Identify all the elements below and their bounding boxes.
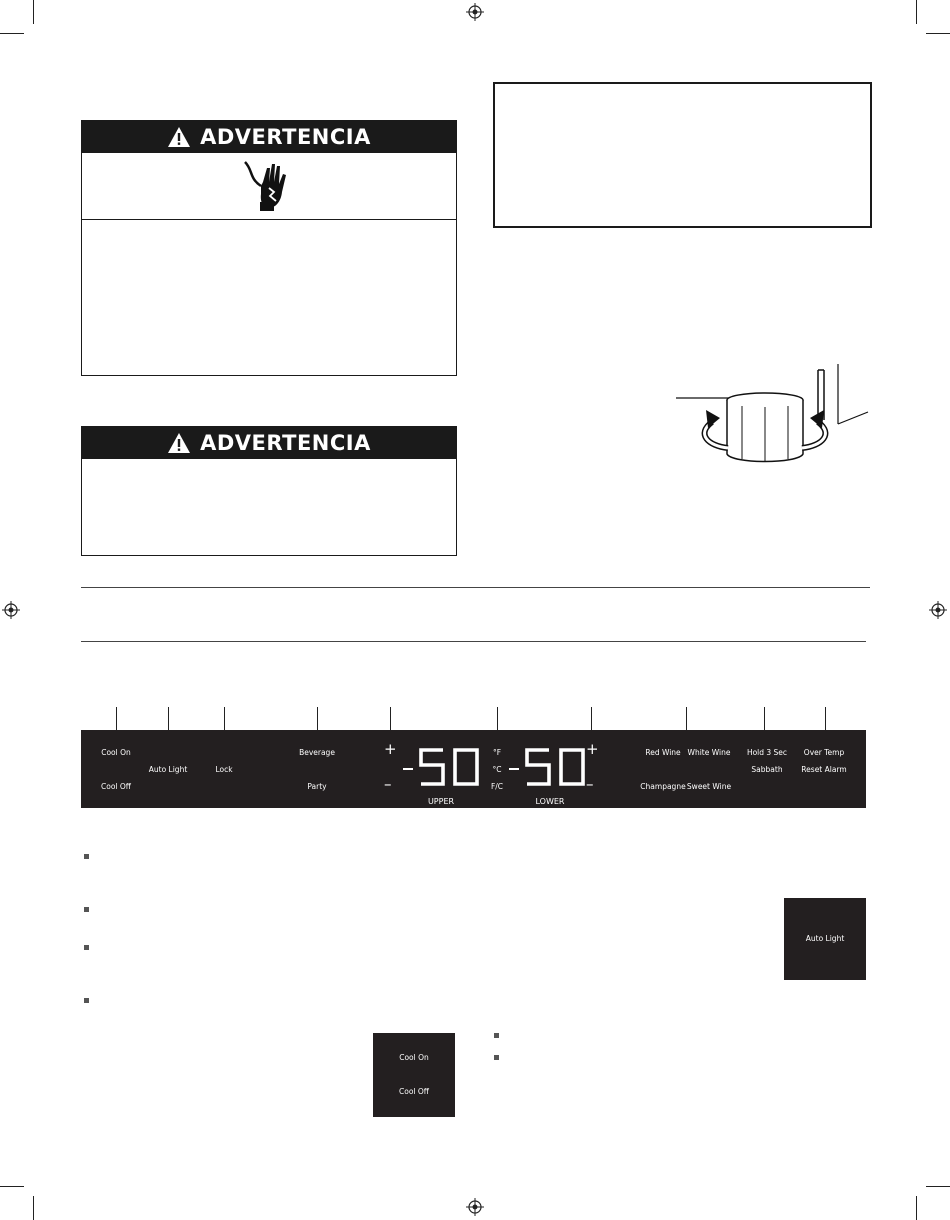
- upper-plus-button[interactable]: +: [384, 740, 397, 758]
- red-wine-button[interactable]: Red Wine: [645, 748, 681, 757]
- beverage-button[interactable]: Beverage: [299, 748, 335, 757]
- warning-box-electrical: [81, 120, 457, 376]
- cool-panel: [373, 1033, 455, 1117]
- warning-header: [82, 427, 456, 459]
- warning-triangle-icon: [167, 126, 191, 148]
- fc-toggle-button[interactable]: F/C: [490, 782, 504, 791]
- crop-mark: [916, 0, 917, 24]
- over-temp-indicator: Over Temp: [803, 748, 845, 757]
- bullet-marker: [84, 945, 89, 950]
- lower-label: LOWER: [535, 797, 565, 806]
- registration-mark-icon: [2, 601, 20, 619]
- celsius-indicator: °C: [492, 765, 502, 774]
- electrical-shock-hand-icon: [239, 158, 299, 214]
- reset-alarm-button[interactable]: Reset Alarm: [801, 765, 847, 774]
- cool-on-button[interactable]: Cool On: [101, 748, 131, 757]
- upper-temperature-display: [399, 744, 485, 795]
- sabbath-button[interactable]: Sabbath: [751, 765, 783, 774]
- warning-box-general: [81, 426, 457, 556]
- cool-on-button[interactable]: Cool On: [399, 1053, 429, 1062]
- registration-mark-icon: [466, 1198, 484, 1216]
- note-box: [493, 82, 872, 228]
- cool-off-button[interactable]: Cool Off: [399, 1087, 429, 1096]
- white-wine-button[interactable]: White Wine: [687, 748, 731, 757]
- upper-minus-button[interactable]: –: [384, 775, 392, 793]
- shock-icon-row: [82, 153, 456, 220]
- registration-mark-icon: [929, 601, 947, 619]
- leveling-leg-illustration: [672, 364, 872, 474]
- registration-mark-icon: [466, 3, 484, 21]
- sweet-wine-button[interactable]: Sweet Wine: [686, 782, 732, 791]
- warning-triangle-icon: [167, 432, 191, 454]
- auto-light-button[interactable]: Auto Light: [805, 934, 845, 943]
- lower-display-digits: [505, 744, 591, 790]
- auto-light-panel: [784, 898, 866, 980]
- crop-mark: [33, 1196, 34, 1220]
- warning-title: ADVERTENCIA: [200, 431, 371, 455]
- crop-mark: [916, 1196, 917, 1220]
- crop-mark: [926, 1186, 950, 1187]
- section-divider: [81, 587, 870, 588]
- bullet-marker: [494, 1055, 499, 1060]
- bullet-marker: [494, 1033, 499, 1038]
- control-panel: [81, 730, 866, 808]
- lock-button[interactable]: Lock: [215, 765, 233, 774]
- cool-off-button[interactable]: Cool Off: [101, 782, 131, 791]
- party-button[interactable]: Party: [307, 782, 327, 791]
- fahrenheit-indicator: °F: [492, 748, 502, 757]
- crop-mark: [926, 33, 950, 34]
- crop-mark: [33, 0, 34, 24]
- auto-light-button[interactable]: Auto Light: [148, 765, 188, 774]
- lower-minus-button[interactable]: –: [586, 775, 594, 793]
- bullet-marker: [84, 998, 89, 1003]
- upper-label: UPPER: [427, 797, 455, 806]
- warning-header: [82, 121, 456, 153]
- section-divider: [81, 641, 866, 642]
- lower-temperature-display: [505, 744, 591, 795]
- bullet-marker: [84, 907, 89, 912]
- bullet-marker: [84, 854, 89, 859]
- hold-3-sec-label: Hold 3 Sec: [746, 748, 788, 757]
- crop-mark: [0, 33, 24, 34]
- upper-display-digits: [399, 744, 485, 790]
- warning-title: ADVERTENCIA: [200, 125, 371, 149]
- crop-mark: [0, 1186, 24, 1187]
- champagne-button[interactable]: Champagne: [640, 782, 686, 791]
- lower-plus-button[interactable]: +: [586, 740, 599, 758]
